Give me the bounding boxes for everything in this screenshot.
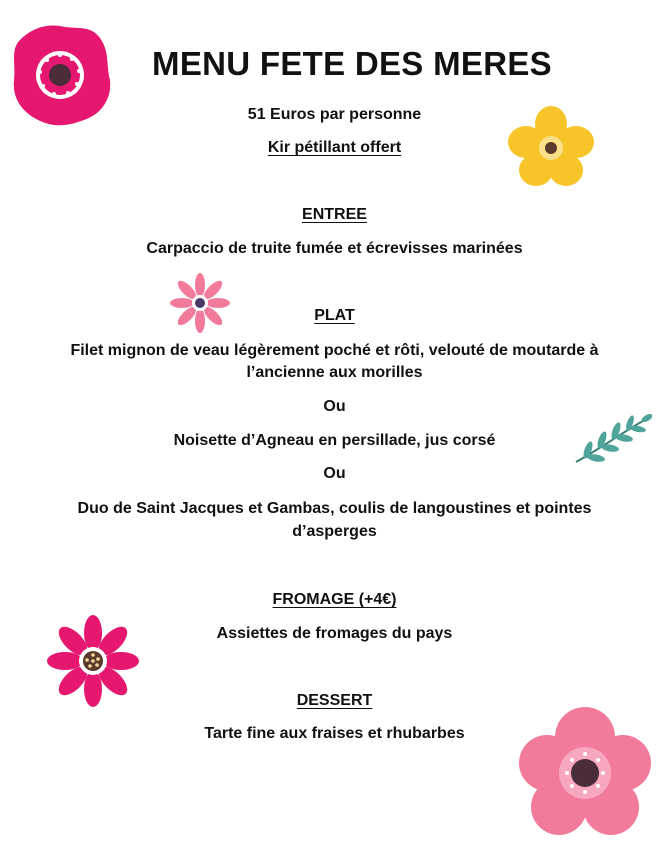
plat-option-3-line-1: Duo de Saint Jacques et Gambas, coulis de langoustines et pointes [77,500,592,517]
dessert-dish: Tarte fine aux fraises et rhubarbes [204,725,465,742]
plat-option-3-line-2: d’asperges [292,523,377,540]
entree-heading-label: ENTREE [302,206,367,223]
plat-or-1: Ou [323,398,346,415]
plat-option-1-line-2: l’ancienne aux morilles [246,364,423,381]
plat-heading [0,304,669,328]
dessert-heading-label: DESSERT [296,692,373,709]
plat-or-2: Ou [323,465,346,482]
offer-text [0,136,669,160]
fromage-dish: Assiettes de fromages du pays [216,625,453,642]
menu-title: MENU FETE DES MERES [152,45,552,82]
entree-heading [0,203,669,227]
dessert-heading [0,689,669,713]
entree-dish: Carpaccio de truite fumée et écrevisses marinées [146,240,523,257]
plat-heading-label: PLAT [314,307,355,324]
plat-option-2: Noisette d’Agneau en persillade, jus corsé [173,432,496,449]
offer-label: Kir pétillant offert [267,139,402,156]
fromage-heading [0,588,669,612]
plat-option-1-line-1: Filet mignon de veau légèrement poché et rôti, velouté de moutarde à [70,342,599,359]
fromage-heading-label: FROMAGE (+4€) [272,591,397,608]
price-text: 51 Euros par personne [247,106,422,123]
